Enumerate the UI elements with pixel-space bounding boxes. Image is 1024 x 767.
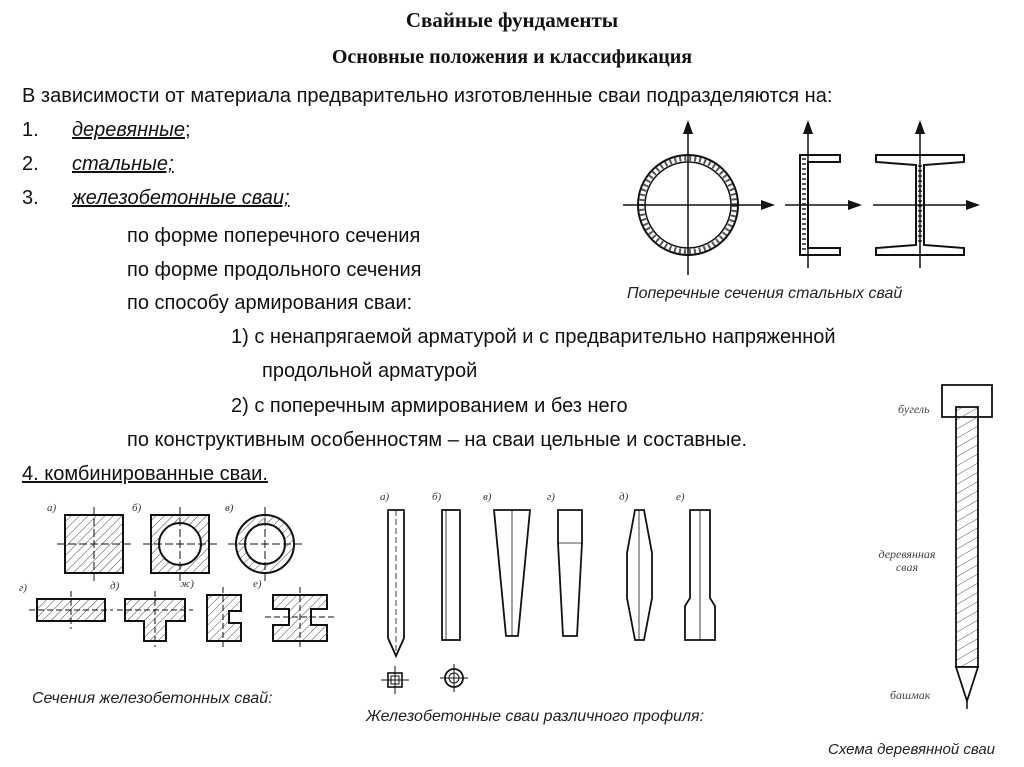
steel-sections-figure xyxy=(620,120,780,280)
profile-label: г) xyxy=(547,491,555,503)
intro-text: В зависимости от материала предварительно изготовленные сваи подразделяются на: xyxy=(22,85,833,107)
section-label: е) xyxy=(253,578,262,590)
wooden-pile-figure xyxy=(940,383,1000,713)
list-item: 1. деревянные; xyxy=(22,119,191,141)
profile-label: е) xyxy=(676,491,685,503)
label-collar: бугель xyxy=(898,402,930,416)
list-item: 2. стальные; xyxy=(22,153,174,175)
sub-item-reinforcement: по способу армирования сваи: xyxy=(127,292,413,314)
caption-rc-profiles: Железобетонные сваи различного профиля: xyxy=(366,708,705,725)
section-label: ж) xyxy=(180,578,194,590)
constructive-features: по конструктивным особенностям – на сваи цельные и составные. xyxy=(127,429,748,451)
section-label: д) xyxy=(110,580,120,592)
profile-label: а) xyxy=(380,491,390,503)
caption-wooden-scheme: Схема деревянной сваи xyxy=(828,741,996,758)
label-wooden-pile: деревянная свая xyxy=(878,547,936,574)
label-shoe: башмак xyxy=(890,688,931,702)
section-label: г) xyxy=(19,582,27,594)
list-item: 3. железобетонные сваи; xyxy=(22,187,290,209)
caption-rc-sections: Сечения железобетонных свай: xyxy=(32,690,273,707)
profile-label: в) xyxy=(483,491,492,503)
profile-label: д) xyxy=(619,491,629,503)
i-beam-section-figure xyxy=(868,120,988,270)
reinforcement-item-2: 2) с поперечным армированием и без него xyxy=(231,395,628,417)
channel-section-figure xyxy=(780,120,870,270)
reinforcement-item-1: 1) с ненапрягаемой арматурой и с предварительно напряженной xyxy=(231,326,836,348)
page-title: Свайные фундаменты xyxy=(405,8,619,32)
combined-piles: 4. комбинированные сваи. xyxy=(22,463,268,485)
rc-profiles-figure xyxy=(370,488,730,703)
section-label: а) xyxy=(47,502,57,514)
profile-label: б) xyxy=(432,491,442,503)
sub-item-longitudinal-section: по форме продольного сечения xyxy=(127,259,422,281)
sub-item-cross-section: по форме поперечного сечения xyxy=(127,225,421,247)
caption-steel-sections: Поперечные сечения стальных свай xyxy=(627,285,903,302)
section-label: б) xyxy=(132,502,142,514)
section-label: в) xyxy=(225,502,234,514)
page-subtitle: Основные положения и классификация xyxy=(331,46,693,68)
reinforcement-item-1-cont: продольной арматурой xyxy=(262,360,478,382)
rc-sections-figure xyxy=(15,495,345,665)
